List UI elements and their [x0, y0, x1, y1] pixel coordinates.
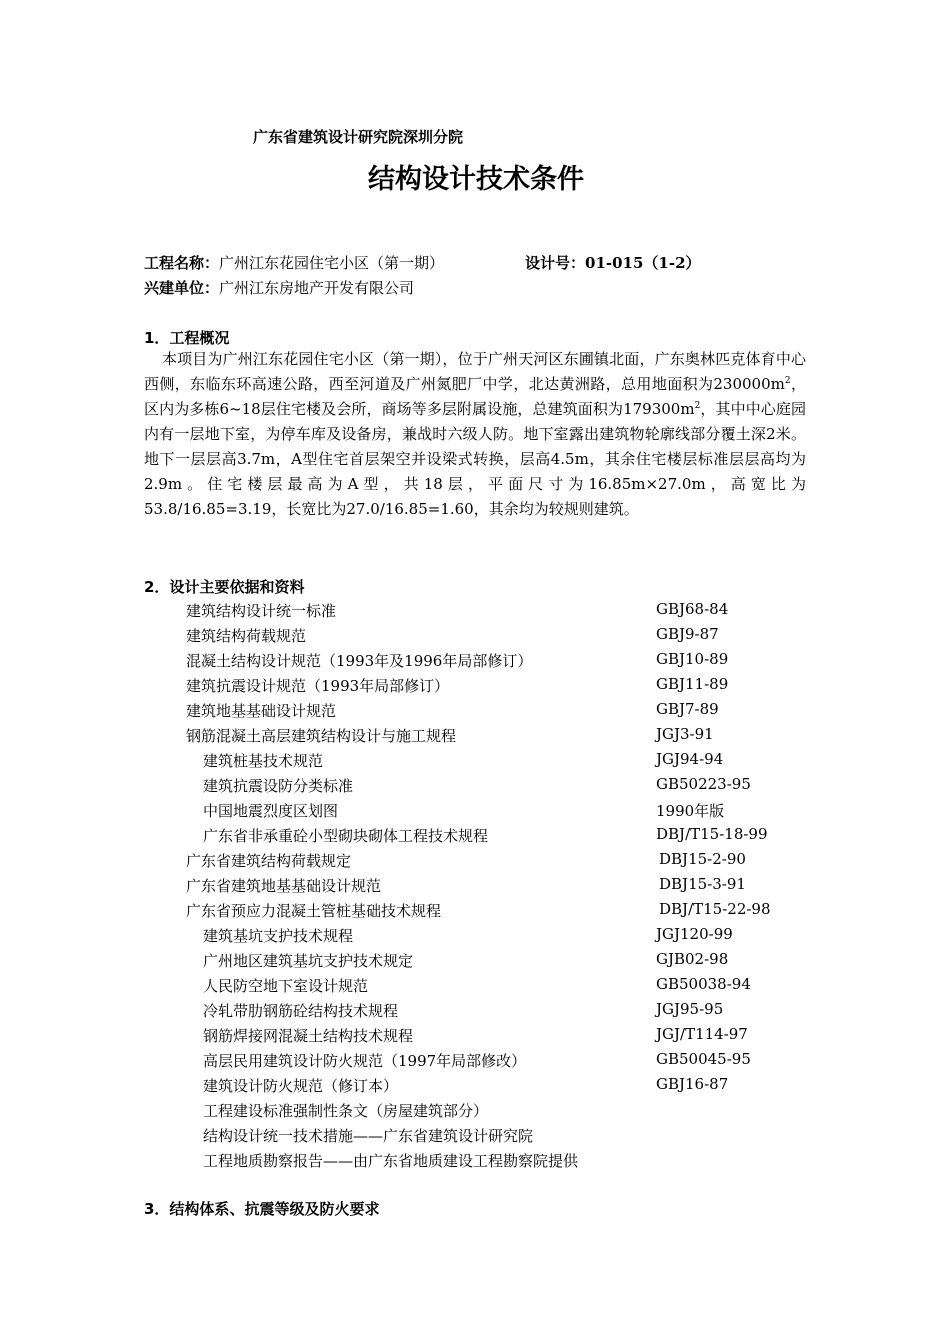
reference-code: JGJ3-91 — [656, 725, 714, 743]
builder-label: 兴建单位： — [144, 279, 220, 297]
reference-name: 广东省预应力混凝土管桩基础技术规程 — [186, 902, 442, 920]
reference-code: GBJ16-87 — [656, 1075, 729, 1093]
reference-name: 人民防空地下室设计规范 — [203, 977, 369, 995]
reference-name: 结构设计统一技术措施——广东省建筑设计研究院 — [203, 1127, 534, 1145]
reference-code: JGJ120-99 — [656, 925, 733, 943]
reference-code: DBJ/T15-18-99 — [656, 825, 768, 843]
reference-code: GBJ7-89 — [656, 700, 719, 718]
reference-code: GB50045-95 — [656, 1050, 751, 1068]
reference-name: 钢筋混凝土高层建筑结构设计与施工规程 — [186, 727, 457, 745]
reference-name: 工程建设标准强制性条文（房屋建筑部分） — [203, 1102, 489, 1120]
reference-name: 建筑地基基础设计规范 — [186, 702, 337, 720]
reference-name: 冷轧带肋钢筋砼结构技术规程 — [203, 1002, 399, 1020]
reference-code: GBJ9-87 — [656, 625, 719, 643]
project-name-value: 广州江东花园住宅小区（第一期） — [219, 254, 445, 272]
section-2-heading: 2．设计主要依据和资料 — [144, 578, 305, 596]
project-name-row — [144, 252, 444, 273]
reference-code: GJB02-98 — [656, 950, 729, 968]
reference-name: 混凝土结构设计规范（1993年及1996年局部修订） — [186, 652, 533, 670]
reference-name: 广东省建筑地基基础设计规范 — [186, 877, 382, 895]
reference-code: JGJ95-95 — [656, 1000, 724, 1018]
reference-name: 钢筋焊接网混凝土结构技术规程 — [203, 1027, 414, 1045]
reference-name: 广东省非承重砼小型砌块砌体工程技术规程 — [203, 827, 489, 845]
reference-code: GBJ68-84 — [656, 600, 729, 618]
reference-name: 建筑抗震设计规范（1993年局部修订） — [186, 677, 450, 695]
superscript-a: 2 — [784, 376, 791, 386]
reference-name: 建筑桩基技术规范 — [203, 752, 324, 770]
reference-code: 1990年版 — [656, 802, 725, 820]
reference-name: 建筑基坑支护技术规程 — [203, 927, 354, 945]
reference-code: DBJ15-3-91 — [659, 875, 746, 893]
reference-name: 建筑抗震设防分类标准 — [203, 777, 354, 795]
section-3-heading: 3．结构体系、抗震等级及防火要求 — [144, 1200, 380, 1218]
reference-name: 工程地质勘察报告——由广东省地质建设工程勘察院提供 — [203, 1152, 579, 1170]
paragraph-text-b: ，区内为多栋6~18层住宅楼及会所，商场等多层附属设施，总建筑面积为179300m — [144, 375, 806, 418]
reference-name: 建筑设计防火规范（修订本） — [203, 1077, 399, 1095]
reference-code: DBJ15-2-90 — [659, 850, 746, 868]
document-title: 结构设计技术条件 — [368, 164, 584, 195]
section-1-paragraph — [144, 347, 806, 522]
design-number-value: 01-015（1-2） — [585, 254, 701, 272]
reference-name: 中国地震烈度区划图 — [203, 802, 339, 820]
reference-code: GB50038-94 — [656, 975, 751, 993]
superscript-b: 2 — [694, 401, 701, 411]
builder-row — [144, 277, 414, 298]
reference-code: GBJ10-89 — [656, 650, 729, 668]
reference-name: 广东省建筑结构荷载规定 — [186, 852, 352, 870]
reference-code: GB50223-95 — [656, 775, 751, 793]
design-number-label: 设计号： — [525, 254, 586, 272]
reference-name: 建筑结构设计统一标准 — [186, 602, 337, 620]
reference-name: 广州地区建筑基坑支护技术规定 — [203, 952, 414, 970]
builder-value: 广州江东房地产开发有限公司 — [219, 279, 415, 297]
reference-code: JGJ/T114-97 — [656, 1025, 748, 1043]
reference-code: JGJ94-94 — [656, 750, 724, 768]
project-name-label: 工程名称： — [144, 254, 220, 272]
design-number-row — [525, 252, 701, 273]
paragraph-text-a: 本项目为广州江东花园住宅小区（第一期），位于广州天河区东圃镇北面，广东奥林匹克体育中心西侧，东临东环高速公路，西至河道及广州氮肥厂中学，北达黄洲路，总用地面积为230000m — [144, 350, 806, 393]
paragraph-text-c: ，其中中心庭园内有一层地下室，为停车库及设备房，兼战时六级人防。地下室露出建筑物轮廓线部分覆土深2米。地下一层层高3.7m，A型住宅首层架空并设梁式转换，层高4.5m，其余住宅楼层标准层层高均为2.9m。住宅楼层最高为A型，共18层，平面尺寸为16.85m×27.0m，高宽比为53.8/16.85=3.19，长宽比为27.0/16.85=1.60，其余均为较规则建筑。 — [144, 400, 806, 518]
organization-name: 广东省建筑设计研究院深圳分院 — [253, 128, 464, 146]
reference-code: GBJ11-89 — [656, 675, 729, 693]
reference-name: 建筑结构荷载规范 — [186, 627, 307, 645]
reference-code: DBJ/T15-22-98 — [659, 900, 771, 918]
section-1-heading: 1．工程概况 — [144, 329, 230, 347]
reference-name: 高层民用建筑设计防火规范（1997年局部修改） — [203, 1052, 527, 1070]
